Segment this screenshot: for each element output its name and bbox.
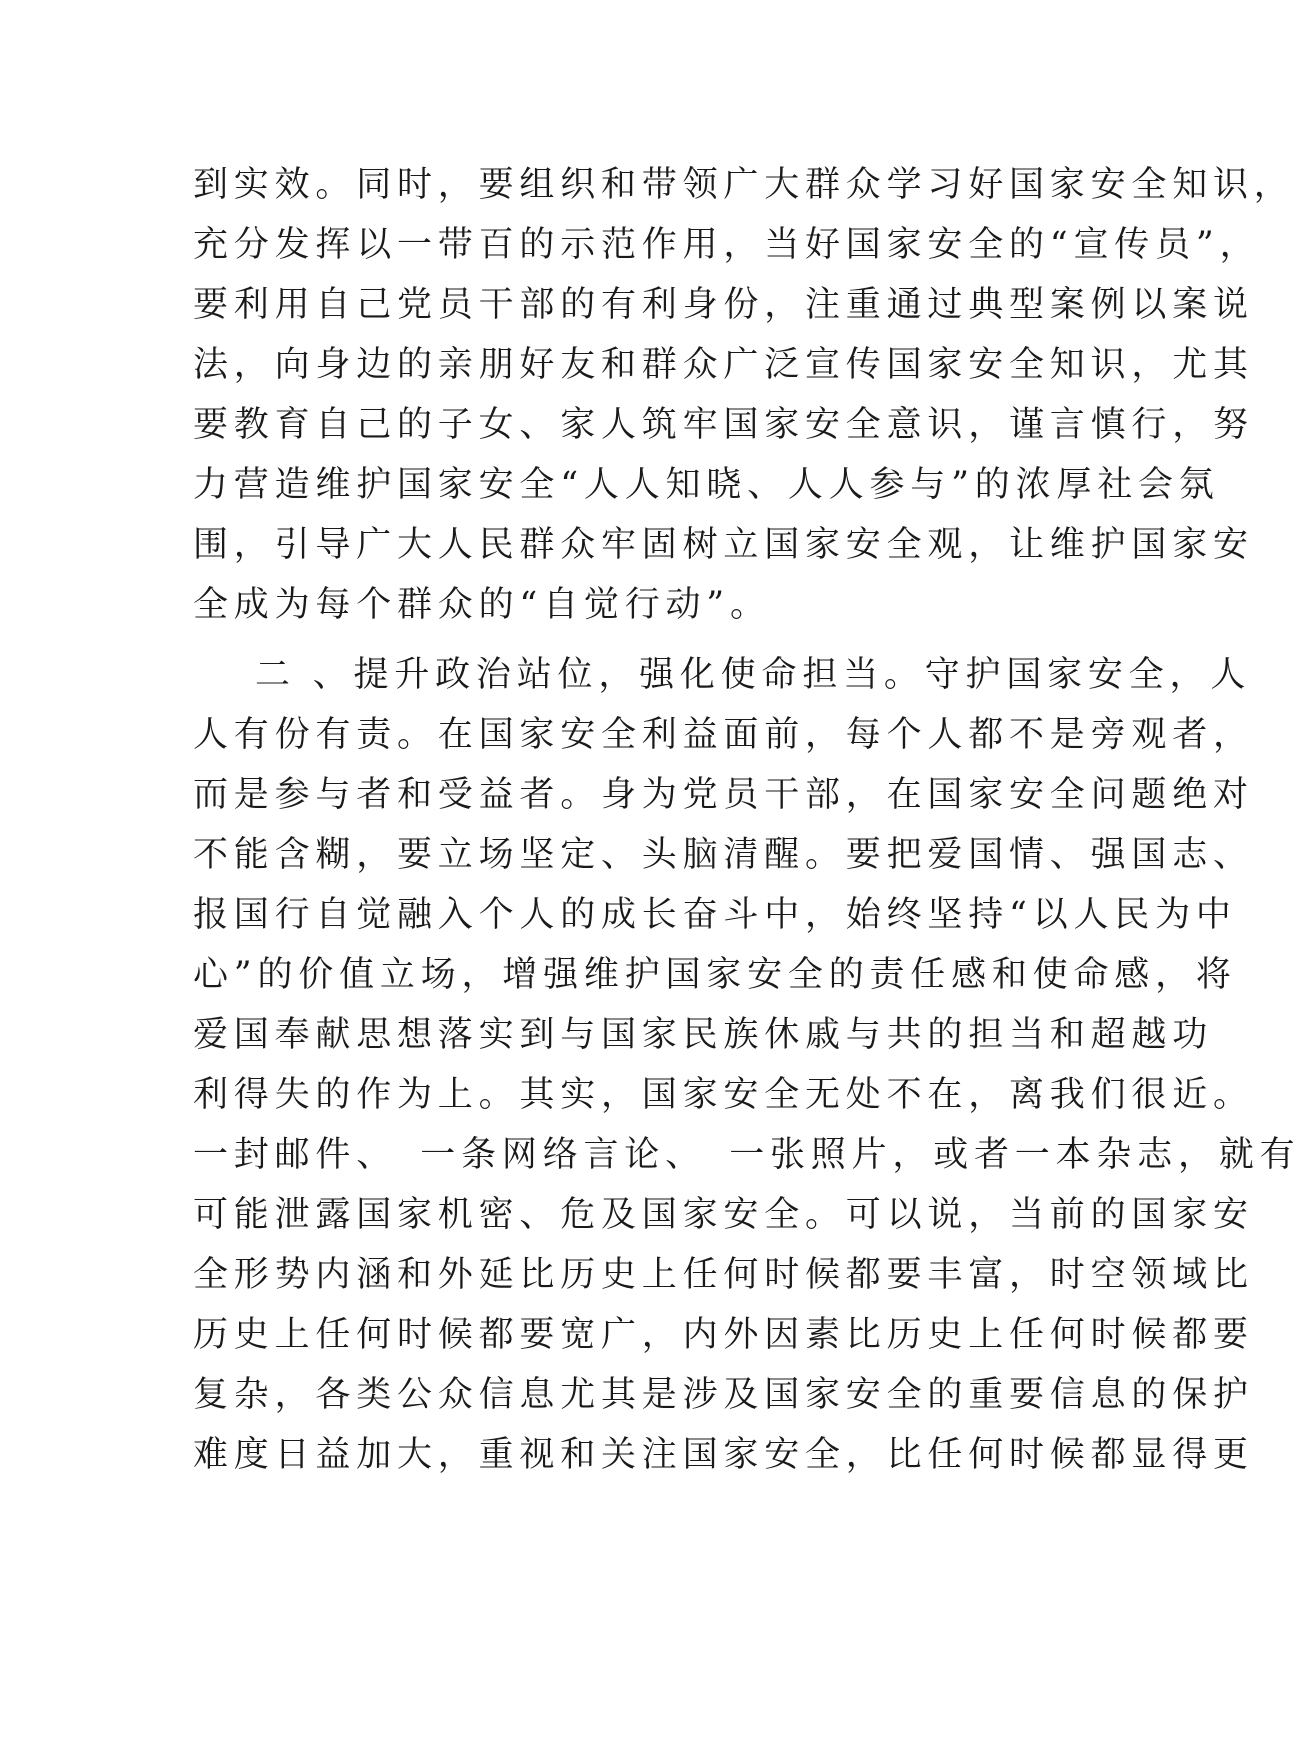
- paragraph-2-line: 利得失的作为上。其实，国家安全无处不在，离我们很近。: [193, 1075, 1254, 1115]
- paragraph-1-line: 到实效。同时，要组织和带领广大群众学习好国家安全知识，: [193, 165, 1295, 205]
- paragraph-2-line: 不能含糊，要立场坚定、头脑清醒。要把爱国情、强国志、: [193, 835, 1254, 875]
- paragraph-1-line: 要教育自己的子女、家人筑牢国家安全意识，谨言慎行，努: [193, 405, 1254, 445]
- paragraph-1-line: 要利用自己党员干部的有利身份，注重通过典型案例以案说: [193, 285, 1254, 325]
- paragraph-1-line: 充分发挥以一带百的示范作用，当好国家安全的“宣传员”，: [193, 225, 1261, 265]
- paragraph-2-line: 心”的价值立场，增强维护国家安全的责任感和使命感，将: [193, 955, 1237, 995]
- paragraph-1-line: 力营造维护国家安全“人人知晓、人人参与”的浓厚社会氛: [193, 465, 1220, 505]
- paragraph-1-line: 全成为每个群众的“自觉行动”。: [193, 585, 771, 625]
- paragraph-2-line: 复杂，各类公众信息尤其是涉及国家安全的重要信息的保护: [193, 1375, 1254, 1415]
- paragraph-2-line: 可能泄露国家机密、危及国家安全。可以说，当前的国家安: [193, 1195, 1254, 1235]
- paragraph-2-line: 难度日益加大，重视和关注国家安全，比任何时候都显得更: [193, 1435, 1254, 1475]
- paragraph-2-line: 而是参与者和受益者。身为党员干部，在国家安全问题绝对: [193, 775, 1254, 815]
- paragraph-2-line: 历史上任何时候都要宽广，内外因素比历史上任何时候都要: [193, 1315, 1254, 1355]
- paragraph-2-line: 人有份有责。在国家安全利益面前，每个人都不是旁观者，: [193, 715, 1254, 755]
- paragraph-2-first-line: 二 、提升政治站位，强化使命担当。守护国家安全，人: [255, 655, 1252, 695]
- paragraph-1-line: 法，向身边的亲朋好友和群众广泛宣传国家安全知识，尤其: [193, 345, 1254, 385]
- paragraph-2-line: 全形势内涵和外延比历史上任何时候都要丰富，时空领域比: [193, 1255, 1254, 1295]
- paragraph-2-line: 爱国奉献思想落实到与国家民族休戚与共的担当和超越功: [193, 1015, 1214, 1055]
- paragraph-2-line: 一封邮件、 一条网络言论、 一张照片，或者一本杂志，就有: [193, 1135, 1300, 1175]
- paragraph-1-line: 围，引导广大人民群众牢固树立国家安全观，让维护国家安: [193, 525, 1254, 565]
- paragraph-2-line: 报国行自觉融入个人的成长奋斗中，始终坚持“以人民为中: [193, 895, 1237, 935]
